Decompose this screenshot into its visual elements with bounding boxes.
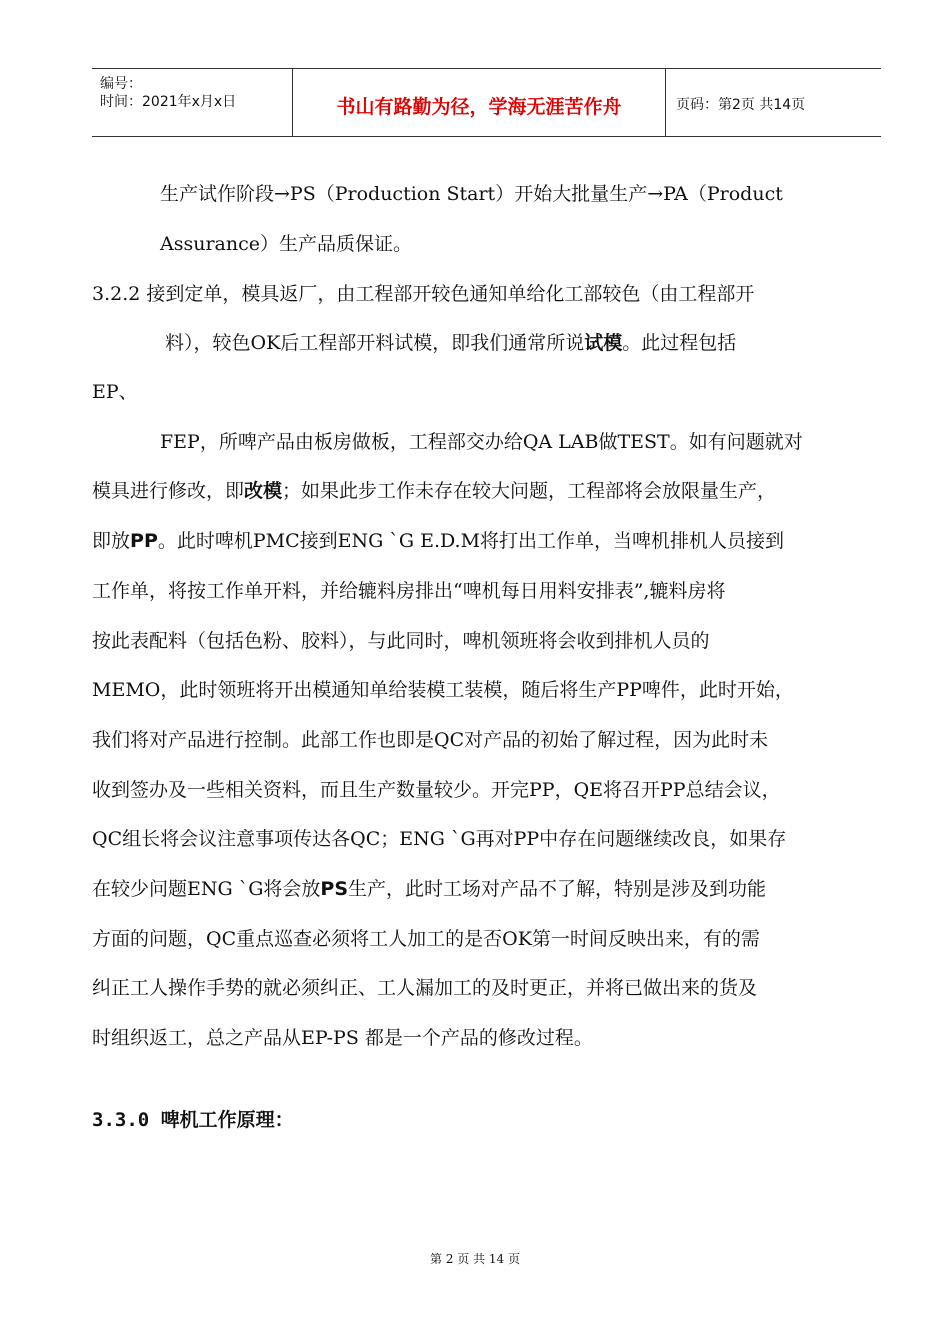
body-line-6: FEP，所啤产品由板房做板，工程部交办给QA LAB做TEST。如有问题就对 <box>160 431 803 453</box>
body-text: 生产，此时工场对产品不了解，特别是涉及到功能 <box>348 878 767 900</box>
body-line-13: 收到签办及一些相关资料，而且生产数量较少。开完PP，QE将召开PP总结会议， <box>92 779 781 801</box>
header-motto-cell <box>293 69 666 136</box>
term-trial-mold: 试模 <box>584 332 623 354</box>
body-text: 料），较色OK后工程部开料试模，即我们通常所说 <box>165 332 585 354</box>
doc-time-label: 时间：2021年x月x日 <box>100 94 237 110</box>
header-info-cell <box>92 69 293 136</box>
body-line-12: 我们将对产品进行控制。此部工作也即是QC对产品的初始了解过程，因为此时未 <box>92 729 769 751</box>
term-pp: PP <box>130 530 158 552</box>
body-text: 模具进行修改，即 <box>92 480 245 502</box>
body-line-16: 方面的问题，QC重点巡查必须将工人加工的是否OK第一时间反映出来，有的需 <box>92 928 760 950</box>
body-line-14: QC组长将会议注意事项传达各QC；ENG `G再对PP中存在问题继续改良，如果存 <box>92 828 787 850</box>
header-page-number: 页码：第2页 共14页 <box>676 97 806 113</box>
term-modify-mold: 改模 <box>244 480 283 502</box>
body-line-18: 时组织返工，总之产品从EP-PS 都是一个产品的修改过程。 <box>92 1027 593 1049</box>
body-text: 。此过程包括 <box>622 332 737 354</box>
body-line-15 <box>92 877 766 901</box>
body-line-4 <box>165 331 736 355</box>
body-text: 。此时啤机PMC接到ENG `G E.D.M将打出工作单，当啤机排机人员接到 <box>157 530 785 552</box>
section-heading: 3.3.0 啤机工作原理： <box>92 1109 294 1131</box>
body-text: 在较少问题ENG `G将会放 <box>92 878 321 900</box>
body-line-1: 生产试作阶段→PS（Production Start）开始大批量生产→PA（Product <box>160 183 783 205</box>
page-header <box>92 68 881 137</box>
header-page-cell <box>666 69 881 136</box>
body-line-17: 纠正工人操作手势的就必须纠正、工人漏加工的及时更正，并将已做出来的货及 <box>92 977 758 999</box>
body-text: 即放 <box>92 530 131 552</box>
doc-code-label: 编号： <box>100 76 142 92</box>
page-footer: 第 2 页 共 14 页 <box>430 1252 520 1266</box>
term-ps: PS <box>320 878 348 900</box>
body-line-7 <box>92 479 776 503</box>
body-line-11: MEMO，此时领班将开出模通知单给装模工装模，随后将生产PP啤件，此时开始， <box>92 679 794 701</box>
body-line-9: 工作单，将按工作单开料，并给辘料房排出“啤机每日用料安排表”,辘料房将 <box>92 580 726 602</box>
header-motto: 书山有路勤为径，学海无涯苦作舟 <box>336 96 622 118</box>
body-line-2: Assurance）生产品质保证。 <box>160 233 412 255</box>
body-line-8 <box>92 529 784 553</box>
body-text: ；如果此步工作未存在较大问题，工程部将会放限量生产， <box>282 480 777 502</box>
body-line-10: 按此表配料（包括色粉、胶料），与此同时，啤机领班将会收到排机人员的 <box>92 630 710 652</box>
body-line-5: EP、 <box>92 381 138 403</box>
body-line-3: 3.2.2 接到定单，模具返厂，由工程部开较色通知单给化工部较色（由工程部开 <box>92 283 755 305</box>
